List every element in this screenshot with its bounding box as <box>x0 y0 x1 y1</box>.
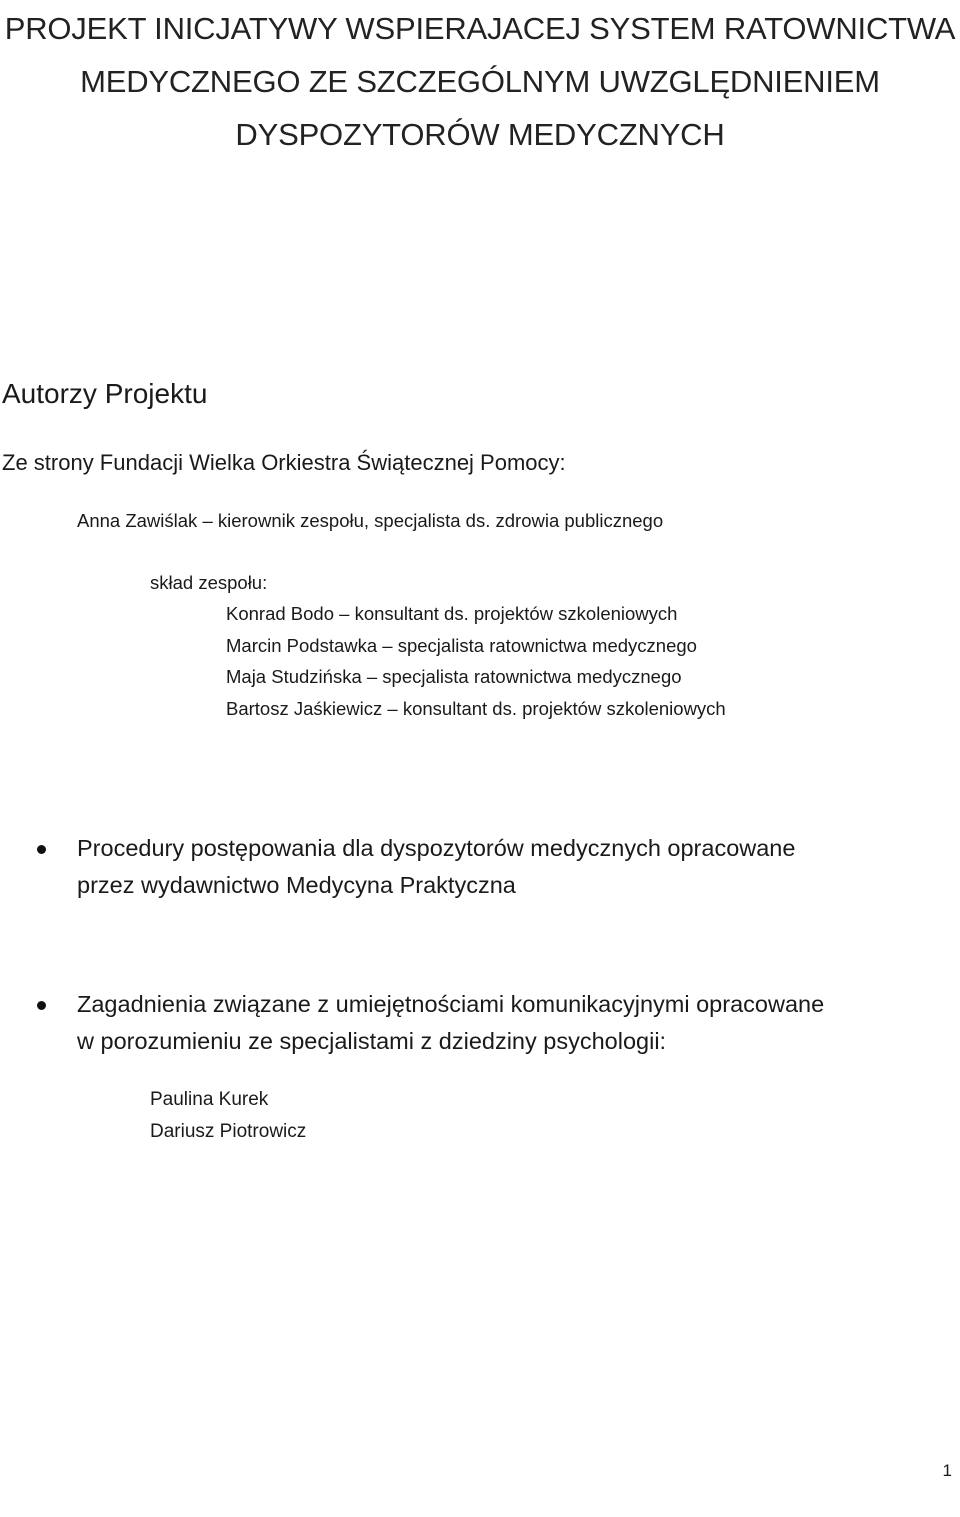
psychologist-list <box>150 1084 306 1148</box>
team-member-list <box>226 598 726 724</box>
team-member: Konrad Bodo – konsultant ds. projektów szkoleniowych <box>226 603 678 624</box>
psychologist-name: Dariusz Piotrowicz <box>150 1121 307 1142</box>
team-member: Marcin Podstawka – specjalista ratownictwa medycznego <box>226 634 697 656</box>
foundation-heading: Ze strony Fundacji Wielka Orkiestra Świątecznej Pomocy: <box>2 450 566 475</box>
bullet-icon <box>37 845 46 854</box>
document-title <box>0 2 960 161</box>
title-line-2: MEDYCZNEGO ZE SZCZEGÓLNYM UWZGLĘDNIENIEM <box>80 64 880 99</box>
team-leader: Anna Zawiślak – kierownik zespołu, specjalista ds. zdrowia publicznego <box>77 510 664 531</box>
title-line-1: PROJEKT INICJATYWY WSPIERAJACEJ SYSTEM RATOWNICTWA <box>4 11 956 46</box>
team-member: Maja Studzińska – specjalista ratownictwa medycznego <box>226 666 682 687</box>
bullet-line: Procedury postępowania dla dyspozytorów medycznych opracowane <box>77 835 796 861</box>
team-label: skład zespołu: <box>150 572 268 593</box>
psychologist-name: Paulina Kurek <box>150 1089 269 1110</box>
bullet-line: przez wydawnictwo Medycyna Praktyczna <box>77 872 516 898</box>
bullet-item-procedures <box>77 830 795 904</box>
title-line-3: DYSPOZYTORÓW MEDYCZNYCH <box>235 117 725 152</box>
authors-heading: Autorzy Projektu <box>2 378 208 409</box>
page-number: 1 <box>942 1461 952 1480</box>
bullet-line: w porozumieniu ze specjalistami z dziedziny psychologii: <box>77 1028 667 1054</box>
team-member: Bartosz Jaśkiewicz – konsultant ds. projektów szkoleniowych <box>226 697 726 719</box>
bullet-line: Zagadnienia związane z umiejętnościami komunikacyjnymi opracowane <box>77 991 825 1017</box>
bullet-icon <box>37 1001 46 1010</box>
bullet-item-communication <box>77 986 824 1060</box>
